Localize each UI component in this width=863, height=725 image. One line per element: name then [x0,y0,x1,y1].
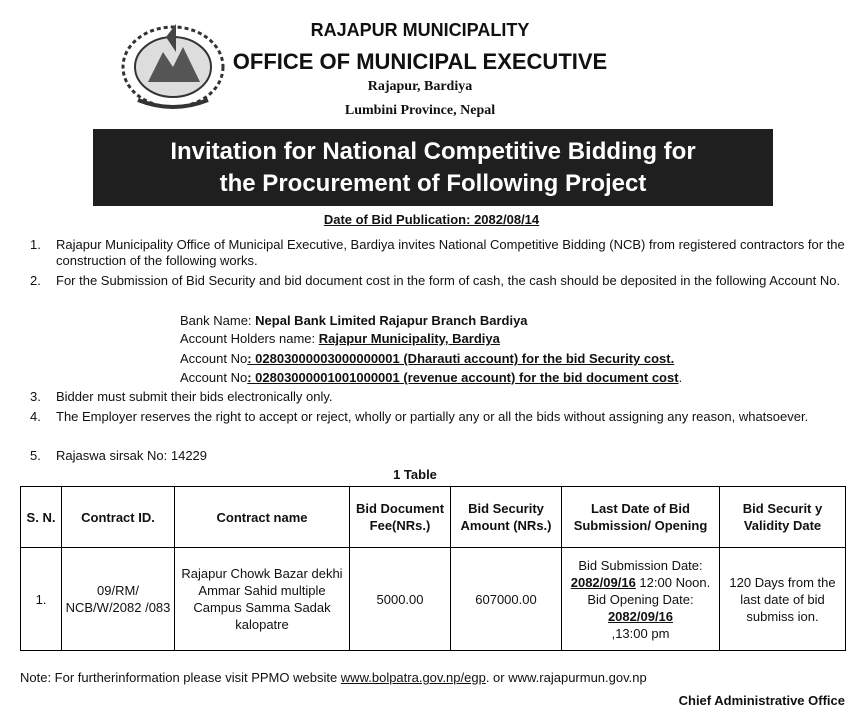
list-item-text: Rajapur Municipality Office of Municipal Executive, Bardiya invites National Competitive Bidding (NCB) from registered contractors for the construction of the following works. [56,237,845,268]
submission-date: 2082/09/16 [570,574,636,590]
banner-line1: Invitation for National Competitive Bidding for [170,137,696,165]
note-suffix: . or www.rajapurmun.gov.np [485,670,647,685]
header-validity: Bid Securit y Validity Date [720,487,846,548]
location-line1: Rajapur, Bardiya [367,79,473,94]
location-line2: Lumbini Province, Nepal [344,103,496,118]
list-item-number: 2. [30,273,41,288]
opening-date: 2082/09/16 [607,608,674,624]
list-item-text: Rajaswa sirsak No: 14229 [56,448,208,463]
table-row [21,548,846,651]
list-item-number: 1. [30,237,41,252]
table-caption: 1 Table [393,467,437,482]
account2-line [180,370,682,386]
bank-label: Bank Name: [180,313,252,328]
submission-label: Bid Submission Date: [578,557,703,573]
opening-label: Bid Opening Date: [587,591,694,607]
cell-last-date [562,548,720,651]
bid-table [20,486,846,651]
publication-date-value: 2082/08/14 [474,212,540,227]
bank-name: Nepal Bank Limited Rajapur Branch Bardiya [255,313,528,328]
holder-label: Account Holders name: [180,331,316,346]
list-item-text: The Employer reserves the right to accept or reject, wholly or partially any or all the bids without assigning any reason, whatsoever. [56,409,809,424]
account2-value: : 02803000001001000001 (revenue account) for the bid document cost [247,370,679,385]
account1-label: Account No [180,351,248,366]
cell-contract-name: Rajapur Chowk Bazar dekhi Ammar Sahid multiple Campus Samma Sadak kalopatre [175,548,350,651]
list-item-number: 4. [30,409,41,424]
bank-name-line [180,313,528,329]
cell-validity: 120 Days from the last date of bid submiss ion. [720,548,846,651]
holder-name: Rajapur Municipality, Bardiya [318,331,500,346]
account-holder-line [180,331,500,347]
list-item-text: Bidder must submit their bids electronically only. [56,389,333,404]
header-contract-id: Contract ID. [62,487,175,548]
title-banner [93,129,773,206]
ppmo-link[interactable]: www.bolpatra.gov.np/egp [340,670,486,685]
header-last-date: Last Date of Bid Submission/ Opening [562,487,720,548]
publication-date [0,212,863,227]
account2-end: . [678,370,683,385]
cell-doc-fee: 5000.00 [350,548,451,651]
account1-value: : 02803000003000000001 (Dharauti account) for the bid Security cost. [247,351,675,366]
header-doc-fee: Bid Document Fee(NRs.) [350,487,451,548]
table-header-row [21,487,846,548]
header-contract-name: Contract name [175,487,350,548]
office-name: OFFICE OF MUNICIPAL EXECUTIVE [232,49,608,74]
signature: Chief Administrative Office [678,693,845,708]
submission-time: 12:00 Noon. [635,574,711,590]
account1-line [180,351,674,367]
list-item-text: For the Submission of Bid Security and bid document cost in the form of cash, the cash should be deposited in the following Account No. [56,273,841,288]
account2-label: Account No [180,370,248,385]
publication-label: Date of Bid Publication: [323,212,471,227]
footer-note [20,670,647,685]
list-item-number: 3. [30,389,41,404]
banner-line2: the Procurement of Following Project [219,169,647,197]
cell-sn: 1. [21,548,62,651]
list-item-number: 5. [30,448,41,463]
municipality-name: RAJAPUR MUNICIPALITY [310,20,530,40]
cell-contract-id: 09/RM/ NCB/W/2082 /083 [62,548,175,651]
note-prefix: Note: For furtherinformation please visit PPMO website [20,670,341,685]
cell-security: 607000.00 [451,548,562,651]
opening-time: ,13:00 pm [611,625,670,641]
header-sn: S. N. [21,487,62,548]
header-security: Bid Security Amount (NRs.) [451,487,562,548]
